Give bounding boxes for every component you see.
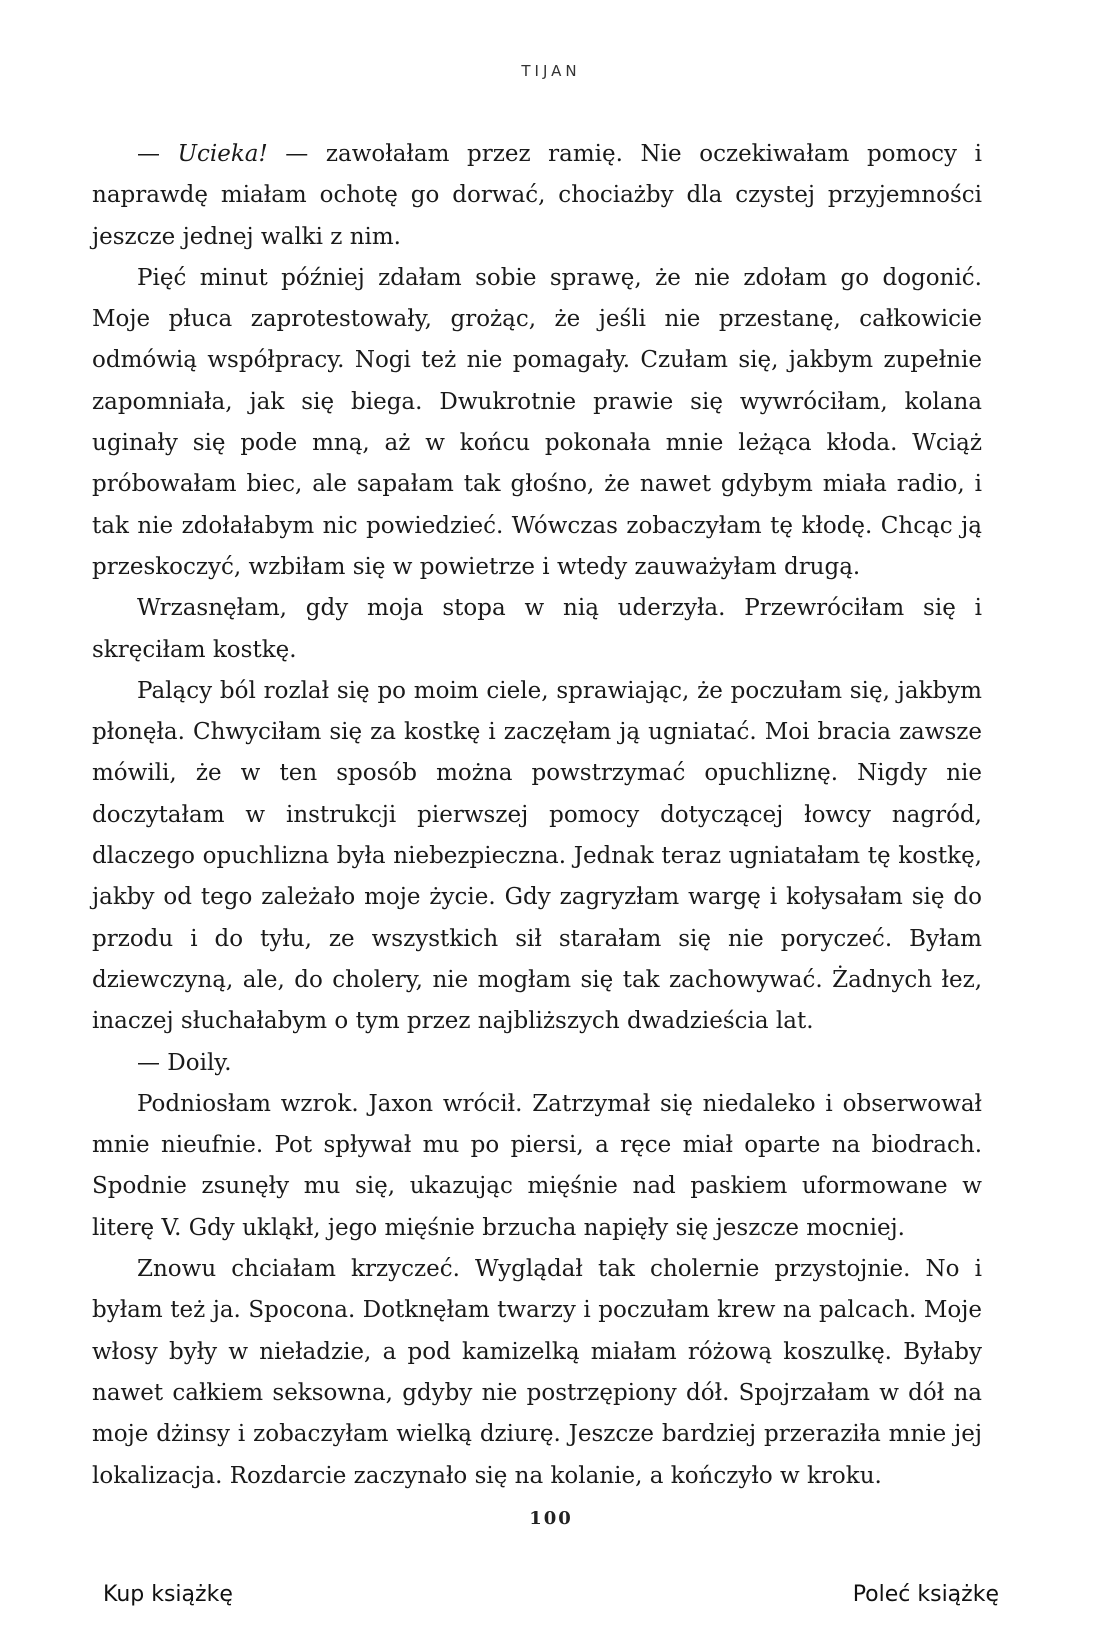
page-number: 100	[529, 1508, 573, 1529]
paragraph-3: Wrzasnęłam, gdy moja stopa w nią uderzyła. Przewróciłam się i skręciłam kostkę.	[92, 595, 982, 663]
recommend-book-link[interactable]: Poleć książkę	[852, 1582, 999, 1607]
paragraph-7: Znowu chciałam krzyczeć. Wyglądał tak cholernie przystojnie. No i byłam też ja. Spocona. Dotknęłam twarzy i poczułam krew na palcach. Moje włosy były w nieładzie, a pod kamizelką miałam różową koszulkę. Byłaby nawet całkiem seksowna, gdyby nie postrzępiony dół. Spojrzałam w dół na moje dżinsy i zobaczyłam wielką dziurę. Jeszcze bardziej przeraziła mnie jej lokalizacja. Rozdarcie zaczynało się na kolanie, a kończyło w kroku.	[92, 1256, 982, 1489]
paragraph-4: Palący ból rozlał się po moim ciele, sprawiając, że poczułam się, jakbym płonęła. Chwyciłam się za kostkę i zaczęłam ją ugniatać. Moi bracia zawsze mówili, że w ten sposób można powstrzymać opuchliznę. Nigdy nie doczytałam w instrukcji pierwszej pomocy dotyczącej łowcy nagród, dlaczego opuchlizna była niebezpieczna. Jednak teraz ugniatałam tę kostkę, jakby od tego zależało moje życie. Gdy zagryzłam wargę i kołysałam się do przodu i do tyłu, ze wszystkich sił starałam się nie poryczeć. Byłam dziewczyną, ale, do cholery, nie mogłam się tak zachowywać. Żadnych łez, inaczej słuchałabym o tym przez najbliższych dwadzieścia lat.	[92, 677, 982, 1035]
italic-exclamation: Ucieka!	[177, 141, 268, 167]
paragraph-2: Pięć minut później zdałam sobie sprawę, że nie zdołam go dogonić. Moje płuca zaprotestowały, grożąc, że jeśli nie przestanę, całkowicie odmówią współpracy. Nogi też nie pomagały. Czułam się, jakbym zupełnie zapomniała, jak się biega. Dwukrotnie prawie się wywróciłam, kolana uginały się pode mną, aż w końcu pokonała mnie leżąca kłoda. Wciąż próbowałam biec, ale sapałam tak głośno, że nawet gdybym miała radio, i tak nie zdołałabym nic powiedzieć. Wówczas zobaczyłam tę kłodę. Chcąc ją przeskoczyć, wzbiłam się w powietrze i wtedy zauważyłam drugą.	[92, 264, 982, 580]
paragraph-6: Podniosłam wzrok. Jaxon wrócił. Zatrzymał się niedaleko i obserwował mnie nieufnie. Pot spływał mu po piersi, a ręce miał oparte na biodrach. Spodnie zsunęły mu się, ukazując mięśnie nad paskiem uformowane w literę V. Gdy ukląkł, jego mięśnie brzucha napięły się jeszcze mocniej.	[92, 1090, 982, 1241]
paragraph-1-text: — zawołałam przez ramię. Nie oczekiwałam pomocy i naprawdę miałam ochotę go dorwać, chociażby dla czystej przyjemności jeszcze jednej walki z nim.	[92, 141, 982, 250]
dialogue-dash: —	[137, 141, 178, 167]
paragraph-1	[92, 134, 982, 258]
body-text	[92, 134, 982, 1497]
buy-book-link[interactable]: Kup książkę	[103, 1582, 233, 1607]
paragraph-5: — Doily.	[137, 1049, 232, 1076]
running-head: TIJAN	[521, 62, 581, 80]
